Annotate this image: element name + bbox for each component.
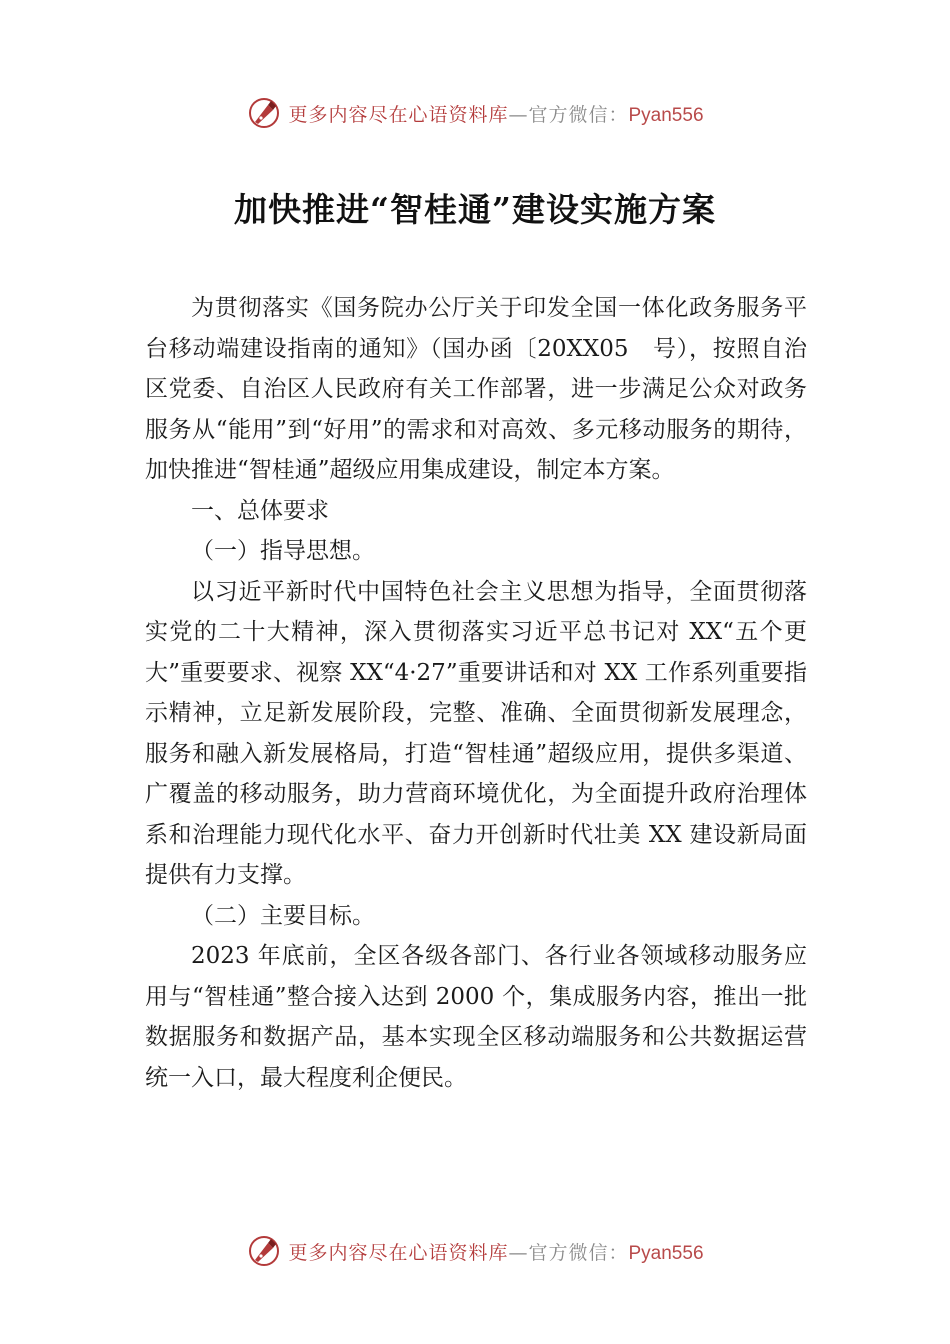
watermark-main-text: 更多内容尽在心语资料库 <box>288 1241 509 1264</box>
watermark-separator: — <box>508 1241 529 1264</box>
watermark-main-text: 更多内容尽在心语资料库 <box>288 103 509 126</box>
intro-paragraph: 为贯彻落实《国务院办公厅关于印发全国一体化政务服务平台移动端建设指南的通知》（国办函〔20XX05 号），按照自治区党委、自治区人民政府有关工作部署，进一步满足公众对政务服务从“能用”到“好用”的需求和对高效、多元移动服务的期待，加快推进“智桂通”超级应用集成建设，制定本方案。 <box>145 295 807 483</box>
watermark-text <box>288 1238 703 1265</box>
document-body <box>145 288 807 1098</box>
footer-watermark-banner <box>0 1231 950 1271</box>
subsection-heading-guiding-ideology: （一）指导思想。 <box>191 538 375 564</box>
pen-nib-logo-icon <box>246 95 282 131</box>
section-heading-general-requirements: 一、总体要求 <box>191 497 329 524</box>
document-title: 加快推进“智桂通”建设实施方案 <box>234 190 716 229</box>
guiding-ideology-paragraph: 以习近平新时代中国特色社会主义思想为指导，全面贯彻落实党的二十大精神，深入贯彻落实习近平总书记对 XX“五个更大”重要要求、视察 XX“4·27”重要讲话和对 XX 工作系列重要指示精神，立足新发展阶段，完整、准确、全面贯彻新发展理念，服务和融入新发展格局，打造“智桂通”超级应用，提供多渠道、广覆盖的移动服务，助力营商环境优化，为全面提升政府治理体系和治理能力现代化水平、奋力开创新时代壮美 XX 建设新局面提供有力支撑。 <box>145 578 807 888</box>
header-watermark-banner <box>0 93 950 133</box>
watermark-wechat-label: 官方微信： <box>528 103 629 126</box>
pen-nib-logo-icon <box>246 1233 282 1269</box>
subsection-heading-main-goals: （二）主要目标。 <box>191 902 375 929</box>
watermark-separator: — <box>508 103 529 126</box>
watermark-wechat-label: 官方微信： <box>528 1241 629 1264</box>
watermark-text <box>288 100 703 127</box>
main-goals-paragraph: 2023 年底前，全区各级各部门、各行业各领域移动服务应用与“智桂通”整合接入达到 2000 个，集成服务内容，推出一批数据服务和数据产品，基本实现全区移动端服务和公共数据运营统一入口，最大程度利企便民。 <box>145 943 807 1091</box>
watermark-wechat-id: Pyan556 <box>628 104 704 126</box>
watermark-wechat-id: Pyan556 <box>628 1242 704 1264</box>
